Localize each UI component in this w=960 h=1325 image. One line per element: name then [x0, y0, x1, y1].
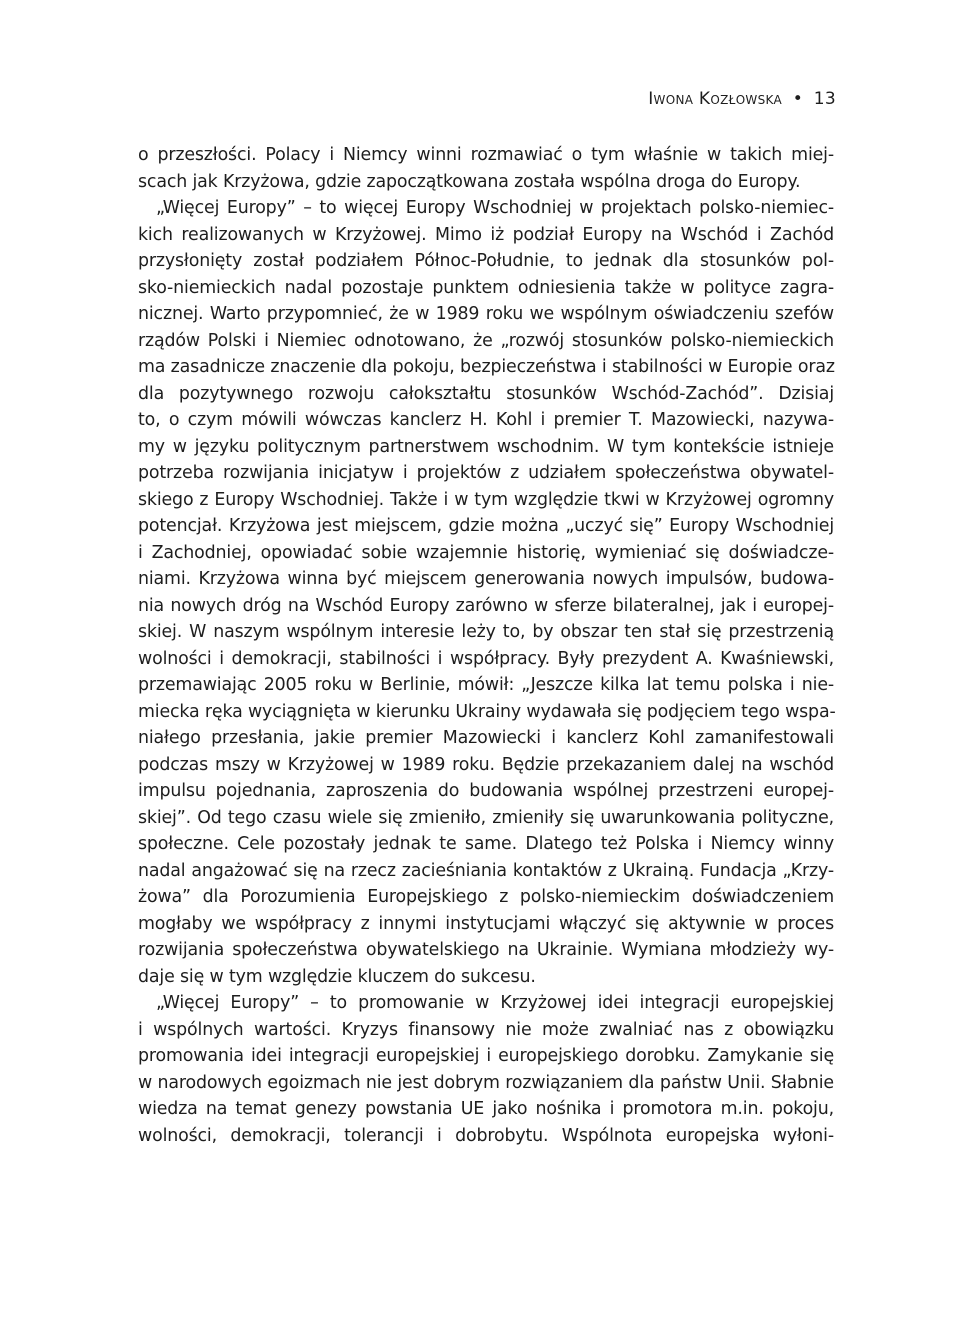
- text-line: o przeszłości. Polacy i Niemcy winni rozmawiać o tym właśnie w takich miej-: [138, 145, 834, 165]
- text-line: wiedza na temat genezy powstania UE jako nośnika i promotora m.in. pokoju,: [138, 1099, 834, 1119]
- text-line: niałego przesłania, jakie premier Mazowiecki i kanclerz Kohl zamanifestowali: [138, 728, 834, 748]
- text-line: podczas mszy w Krzyżowej w 1989 roku. Będzie przekazaniem dalej na wschód: [138, 754, 834, 775]
- text-line: dla pozytywnego rozwoju całokształtu stosunków Wschód-Zachód”. Dzisiaj: [138, 383, 834, 404]
- text-line: nia nowych dróg na Wschód Europy zarówno w sferze bilateralnej, jak i europej-: [138, 595, 834, 616]
- header-author: Iwona Kozłowska: [648, 89, 782, 109]
- text-line: rządów Polski i Niemiec odnotowano, że „rozwój stosunków polsko-niemieckich: [138, 330, 834, 351]
- text-line: promowania idei integracji europejskiej i europejskiego dorobku. Zamykanie się: [138, 1046, 834, 1066]
- text-line: nicznej. Warto przypomnieć, że w 1989 roku we wspólnym oświadczeniu szefów: [138, 304, 834, 324]
- text-line: żowa” dla Porozumienia Europejskiego z polsko-niemieckim doświadczeniem: [138, 887, 834, 907]
- text-line: wolności, demokracji, tolerancji i dobrobytu. Wspólnota europejska wyłoni-: [138, 1125, 834, 1146]
- text-line: scach jak Krzyżowa, gdzie zapoczątkowana została wspólna droga do Europy.: [138, 171, 801, 192]
- text-line: i wspólnych wartości. Kryzys finansowy nie może zwalniać nas z obowiązku: [138, 1019, 834, 1040]
- text-line: miecka ręka wyciągnięta w kierunku Ukrainy wydawała się podjęciem tego wspa-: [138, 701, 836, 722]
- text-line: sko-niemieckich nadal pozostaje punktem odniesienia także w polityce zagra-: [138, 277, 834, 298]
- text-line: w narodowych egoizmach nie jest dobrym rozwiązaniem dla państw Unii. Słabnie: [138, 1072, 834, 1093]
- text-line: my w języku politycznym partnerstwem wschodnim. W tym kontekście istnieje: [138, 436, 834, 457]
- text-line: i Zachodniej, opowiadać sobie wzajemnie historię, wymieniać się doświadcze-: [138, 542, 834, 563]
- text-line: skiej”. Od tego czasu wiele się zmieniło, zmieniły się uwarunkowania polityczne,: [138, 807, 834, 828]
- text-line: kich realizowanych w Krzyżowej. Mimo iż podział Europy na Wschód i Zachód: [138, 224, 834, 245]
- text-line: daje się w tym względzie kluczem do sukcesu.: [138, 966, 536, 987]
- text-line: potencjał. Krzyżowa jest miejscem, gdzie można „uczyć się” Europy Wschodniej: [138, 516, 834, 536]
- text-line: skiego z Europy Wschodniej. Także i w tym względzie tkwi w Krzyżowej ogromny: [138, 489, 834, 510]
- text-line: „Więcej Europy” – to promowanie w Krzyżowej idei integracji europejskiej: [156, 993, 834, 1013]
- text-line: społeczne. Cele pozostały jednak te same. Dlatego też Polska i Niemcy winny: [138, 834, 834, 854]
- text-line: nadal angażować się na rzecz zacieśniania kontaktów z Ukrainą. Fundacja „Krzy-: [138, 860, 834, 881]
- text-line: „Więcej Europy” – to więcej Europy Wschodniej w projektach polsko-niemiec-: [156, 198, 834, 218]
- text-line: rozwijania społeczeństwa obywatelskiego na Ukrainie. Wymiana młodzieży wy-: [138, 940, 834, 960]
- text-line: niami. Krzyżowa winna być miejscem generowania nowych impulsów, budowa-: [138, 569, 834, 589]
- text-line: impulsu pojednania, zaproszenia do budowania wspólnej przestrzeni europej-: [138, 781, 834, 801]
- text-line: to, o czym mówili wówczas kanclerz H. Kohl i premier T. Mazowiecki, nazywa-: [138, 410, 834, 430]
- text-line: mogłaby we współpracy z innymi instytucjami włączyć się aktywnie w proces: [138, 913, 834, 934]
- text-line: przysłonięty został podziałem Północ-Południe, to jednak dla stosunków pol-: [138, 251, 834, 271]
- text-line: wolności i demokracji, stabilności i współpracy. Były prezydent A. Kwaśniewski,: [138, 648, 834, 669]
- text-line: ma zasadnicze znaczenie dla pokoju, bezpieczeństwa i stabilności w Europie oraz: [138, 357, 835, 377]
- text-line: skiej. W naszym wspólnym interesie leży to, by obszar ten stał się przestrzenią: [138, 622, 834, 642]
- running-header: [648, 88, 836, 110]
- text-line: potrzeba rozwijania inicjatyw i projektów z udziałem społeczeństwa obywatel-: [138, 463, 834, 483]
- body-text: [138, 142, 834, 1149]
- header-separator: •: [792, 89, 804, 109]
- page-number: 13: [813, 89, 836, 109]
- text-line: przemawiając 2005 roku w Berlinie, mówił: „Jeszcze kilka lat temu polska i nie-: [138, 675, 834, 695]
